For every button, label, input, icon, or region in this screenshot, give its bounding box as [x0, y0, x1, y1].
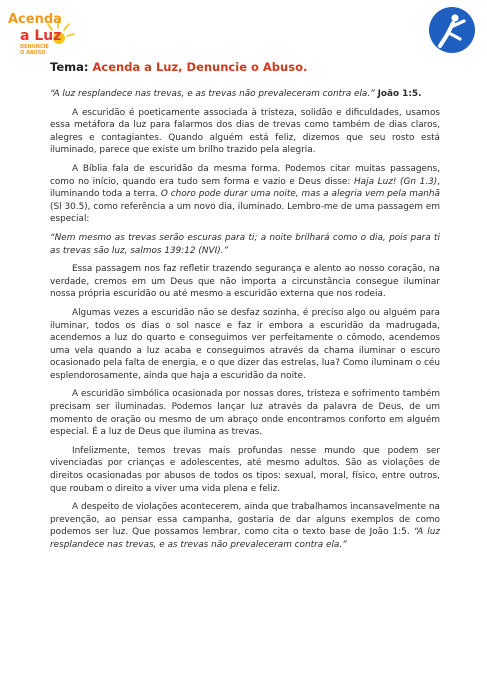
document-body — [50, 60, 440, 558]
paragraph-5: Algumas vezes a escuridão não se desfaz sozinha, é preciso algo ou alguém para iluminar, todos os dias o sol nasce e faz ir embora a escuridão da madrugada, acendemos a luz do quarto e conseguimos ver perfeitamente o cômodo, acendemos uma vela quando a luz acaba e conseguimos através da chama iluminar o escuro ocasionado pela falta de energia, e o que dizer das estrelas, lua? Como iluminam o céu esplendorosamente, ainda que haja a escuridão da noite. — [50, 307, 440, 381]
paragraph-8 — [50, 501, 440, 551]
emblem-circle — [429, 7, 475, 53]
epigraph-quote: “A luz resplandece nas trevas, e as trevas não prevaleceram contra ela.” — [50, 89, 375, 99]
title-label: Tema: — [50, 60, 89, 74]
logo-line-4: O ABUSO — [20, 50, 46, 56]
paragraph-2-part-a: A Bíblia fala de escuridão da mesma forma. Podemos citar muitas passagens, como no início, quando era tudo sem forma e vazio e Deus disse: — [50, 163, 440, 187]
paragraph-8-part-a: A despeito de violações acontecerem, ainda que trabalhamos incansavelmente na prevenção, ao pensar essa campanha, gostaria de dar alguns exemplos de como podemos ser luz. Que possamos lembrar, como cita o texto base de João 1:5. — [50, 502, 440, 538]
paragraph-2-part-d: O choro pode durar uma noite, mas a alegria vem pela manhã — [160, 189, 440, 200]
logo-line-2: a Luz — [20, 28, 62, 44]
title-text: Acenda a Luz, Denuncie o Abuso. — [92, 60, 308, 74]
epigraph — [50, 88, 440, 101]
epigraph-ref: João 1:5. — [377, 89, 422, 99]
campaign-logo — [6, 6, 76, 58]
quote-paragraph: “Nem mesmo as trevas serão escuras para ti; a noite brilhará como o dia, pois para ti as trevas são luz, salmos 139:12 (NVI).” — [50, 232, 440, 256]
logo-line-1: Acenda — [8, 12, 62, 27]
paragraph-6: A escuridão simbólica ocasionada por nossas dores, tristeza e sofrimento também precisam ser iluminadas. Podemos lançar luz através da palavra de Deus, de um momento de oração ou mesmo de um abraço onde encontramos conforto em alguém especial. É a luz de Deus que ilumina as trevas. — [50, 389, 440, 438]
paragraph-4: Essa passagem nos faz refletir trazendo segurança e alento ao nosso coração, na verdade, cremos em um Deus que não importa a circunstância consegue iluminar nossa própria escuridão ou até mesmo a escuridão externa que nos rodeia. — [50, 264, 440, 300]
paragraph-1: A escuridão é poeticamente associada à tristeza, solidão e dificuldades, usamos essa metáfora da luz para falarmos dos dias de trevas como também de dias claros, alegres e contagiantes. Quando alguém está feliz, dizemos que seu rosto está iluminado, parece que existe um brilho trazido pela alegria. — [50, 107, 440, 156]
paragraph-2 — [50, 163, 440, 226]
emblem-logo — [428, 6, 476, 54]
paragraph-2-part-b: Haja Luz! (Gn 1.3) — [354, 176, 438, 187]
paragraph-8-part-b: “A luz resplandece nas trevas, e as trevas não prevaleceram contra ela.” — [50, 527, 440, 550]
paragraph-2-part-e: (Sl 30.5), como referência a um novo dia, iluminado. Lembro-me de uma passagem em especial: — [50, 201, 440, 225]
paragraph-2-part-c: , iluminando toda a terra. — [50, 176, 441, 200]
logo-line-3: DENUNCIE — [20, 44, 49, 50]
paragraph-7: Infelizmente, temos trevas mais profundas nesse mundo que podem ser vivenciadas por crianças e adolescentes, até mesmo adultos. São as violações de direitos ocasionadas por abusos de todos os tipos: sexual, moral, físico, entre outros, que roubam o direito a viver uma vida plena e feliz. — [50, 445, 440, 494]
page-title — [50, 60, 440, 74]
